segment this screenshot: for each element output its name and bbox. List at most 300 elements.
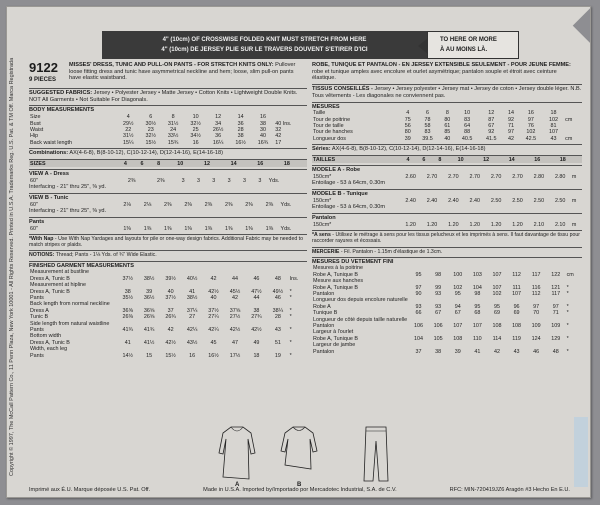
body-measure-value: 16 [192, 139, 199, 146]
view-b-yardage-value: 2⅜ [204, 201, 213, 208]
modele-a-metrage-value: 2.70 [512, 174, 523, 181]
fini-measure-label: Longueur de côté depuis taille naturelle [313, 316, 408, 323]
fini-measure-value: 93 [435, 291, 442, 298]
fini-measure-label: Robe A [313, 303, 331, 310]
finished-measure-unit: * [289, 307, 292, 314]
modele-a-metrage-value: 2.70 [448, 174, 459, 181]
mesures-value: 80 [444, 116, 451, 123]
finished-measure-value: 36⅝ [122, 307, 133, 314]
modele-b-metrage-label: 150cm* [313, 197, 332, 204]
body-measure-value: 33½ [167, 133, 179, 140]
finished-measure-value: 43 [274, 326, 281, 333]
fini-measure-unit: * [566, 291, 569, 298]
fini-measure-value: 107 [453, 323, 463, 330]
pants-yardage-label: 60" [30, 225, 38, 232]
body-measure-value: 32½ [145, 133, 156, 140]
mesures-value: 16 [527, 110, 534, 117]
body-measure-value: 16 [260, 114, 267, 121]
mesures-value: 83 [424, 129, 431, 136]
fr-fabrics-label: TISSUS CONSEILLÉS - [312, 86, 373, 93]
finished-measurements-table [29, 269, 307, 359]
sizes-header-size: 8 [157, 160, 161, 167]
nap-text: - Use With Nap Yardages and layouts for pile or one-way design fabrics. Additional Fabric may be needed to match stripes or plaids. [29, 235, 303, 249]
pantalon-metrage-value: 1.20 [490, 221, 502, 228]
modele-a-metrage-unit: m [571, 174, 577, 181]
fabrics-text: Jersey • Polyester Jersey • Matte Jersey • Cotton Knits • Lightweight Double Knits. NOT All Garments • Not Suitable For Diagonals. [29, 90, 298, 103]
finished-measure-value: 36⅝ [143, 307, 155, 314]
fini-measure-value: 117 [531, 271, 541, 278]
finished-measure-value: 47½ [251, 288, 262, 295]
rfc-note: RFC: MIN-720419JZ6 Aragón #3 Hecho En E.U. [449, 487, 570, 493]
fini-measure-label: Pantalon [313, 291, 335, 298]
fini-measure-value: 66 [415, 310, 422, 317]
body-measure-value: 32½ [190, 120, 201, 127]
pantalon-metrage-label: 150cm* [313, 221, 332, 228]
pants-illustration [359, 425, 393, 483]
finished-measure-value: 36½ [143, 294, 155, 301]
pattern-description: Pullover loose fitting dress and tunic have asymmetrical neckline and hem; loose, slim pull-on pants have elastic waistband. [69, 62, 296, 82]
fabrics-label: SUGGESTED FABRICS: [29, 90, 93, 96]
finished-title: FINISHED GARMENT MEASUREMENTS [29, 262, 135, 269]
body-measure-value: 40 [260, 133, 267, 140]
view-b-yardage-value: 2⅛ [123, 201, 131, 208]
view-b-yardage-value: 2⅜ [245, 201, 253, 208]
fini-measure-value: 108 [453, 335, 463, 342]
notions-text: Thread; Pants - 1⅛ Yds. of ¾" Wide Elastic. [55, 252, 157, 259]
finished-measure-value: 47 [231, 339, 238, 346]
modele-b-title: MODELE B - Tunique [312, 191, 368, 198]
pants-yardage-value: 1⅜ [143, 225, 152, 232]
fr-description: robe et tunique amples avec encolure et ourlet asymétrique; pantalon souple et étroit avec ceinture élastique. [312, 68, 557, 82]
fini-measure-value: 95 [415, 271, 422, 278]
tailles-header-size: 18 [559, 156, 566, 163]
finished-measure-value: 35½ [122, 294, 133, 301]
finished-measure-value: 27 [189, 314, 196, 321]
fini-measure-unit: * [566, 323, 569, 330]
mesures-value: 39.5 [422, 135, 433, 142]
body-measure-value: 12 [215, 114, 222, 121]
body-measure-value: 16¼ [212, 139, 224, 146]
fini-measure-unit: * [566, 335, 569, 342]
view-a-yardage-unit: Yds. [268, 177, 280, 184]
fini-measure-value: 119 [512, 335, 521, 342]
fini-measure-value: 122 [551, 271, 561, 278]
body-measure-label: Size [30, 114, 41, 121]
body-measure-row [29, 140, 307, 146]
finished-measure-label: Width, each leg [30, 346, 68, 353]
fini-measure-value: 129 [551, 335, 561, 342]
view-a-yardage-value: 3 [243, 177, 247, 184]
fini-measure-unit: * [566, 348, 569, 355]
finished-measure-label: Measurement at hipline [30, 282, 87, 289]
finished-measure-value: 37½ [122, 275, 133, 282]
fini-measure-value: 107 [492, 284, 502, 291]
series-text: AX(4-6-8), B(8-10-12), C(10-12-14), D(12-14-16), E(14-16-18) [331, 146, 486, 153]
pants-title: Pants [29, 218, 45, 225]
finished-measure-value: 46 [274, 294, 281, 301]
finished-measure-label: Dress A, Tunic B [30, 275, 70, 282]
to-here-en: TO HERE OR MORE [440, 37, 497, 43]
sizes-header-size: 14 [230, 160, 237, 167]
body-measure-value: 24 [170, 126, 177, 133]
mesures-value: 39 [404, 135, 411, 142]
finished-measure-value: 18 [253, 352, 260, 359]
body-measure-value: 22 [125, 126, 132, 133]
finished-measure-value: 26⅜ [122, 314, 133, 321]
modele-b-metrage-value: 2.50 [512, 197, 523, 204]
pattern-envelope-back [6, 6, 591, 498]
tailles-header [312, 157, 582, 163]
fini-measure-value: 93 [415, 303, 422, 310]
mesures-row [312, 136, 582, 142]
modele-b-metrage-value: 2.50 [490, 197, 502, 204]
finished-measure-value: 38½ [186, 294, 198, 301]
body-measure-value: 34½ [190, 133, 201, 140]
pants-yardage-value: 1⅜ [245, 225, 253, 232]
fini-measure-value: 105 [433, 335, 443, 342]
view-a-yardage-value: 3 [258, 177, 262, 184]
fini-measure-value: 107 [472, 323, 482, 330]
mesures-value: 85 [444, 129, 451, 136]
mesures-value: 92 [508, 116, 515, 123]
mesures-value: 42.5 [525, 135, 537, 142]
body-measure-value: 31½ [167, 120, 179, 127]
finished-measure-value: 16½ [208, 352, 219, 359]
mesures-value: 18 [550, 110, 557, 117]
fini-measure-value: 99 [435, 284, 442, 291]
fini-measure-unit: cm [566, 271, 574, 278]
mesures-title: MESURES [312, 103, 340, 110]
mesures-label: Tour de poitrine [313, 116, 351, 123]
view-b-yardage-value: 2⅜ [184, 201, 192, 208]
sizes-header-size: 6 [140, 160, 144, 167]
finished-measure-row [29, 353, 307, 359]
finished-measure-value: 37⅝ [229, 307, 241, 314]
tailles-header-size: 4 [406, 156, 410, 163]
view-a-yardage-value: 3 [212, 177, 216, 184]
french-column [312, 62, 582, 355]
fini-measure-value: 95 [474, 303, 481, 310]
mesures-value: 78 [424, 116, 431, 123]
body-measure-value: 36 [237, 120, 244, 127]
fini-measure-value: 43 [513, 348, 520, 355]
mercerie-text: - Fil. Pantalon - 1.15m d'élastique de 1.3cm. [340, 248, 443, 255]
body-measure-unit: 17 [275, 139, 282, 146]
pantalon-metrage [312, 222, 582, 228]
finished-measure-value: 38 [124, 288, 131, 295]
view-b-label: B [297, 482, 302, 488]
finished-measure-label: Dress A, Tunic B [30, 288, 70, 295]
blue-stain [574, 417, 588, 487]
body-measure-value: 14 [237, 114, 244, 121]
finished-measure-value: 15 [146, 352, 153, 359]
pants-yardage [29, 226, 307, 232]
fini-measure-value: 102 [492, 291, 502, 298]
finished-measure-label: Back length from normal neckline [30, 301, 110, 308]
view-b-drawing [279, 425, 319, 488]
body-measurements-title: BODY MEASUREMENTS [29, 107, 95, 114]
importer-note: Made in U.S.A. Imported by/Importado por Mercadotec Industrial, S.A. de C.V. [203, 487, 397, 493]
view-b-yardage-value: 2⅜ [164, 201, 172, 208]
finished-measure-label: Pants [30, 352, 44, 359]
finished-measure-unit: * [289, 339, 292, 346]
combinations-label: Combinations: [29, 150, 69, 157]
finished-measure-value: 38¼ [272, 307, 284, 314]
stretch-gauge-bar [102, 31, 427, 59]
fini-measure-value: 67 [435, 310, 442, 317]
body-measure-unit: 42 [275, 133, 282, 140]
mesures-value: 40 [444, 135, 451, 142]
body-measurements-table [29, 114, 307, 146]
body-measure-value: 16½ [235, 139, 246, 146]
mesures-label: Tour de hanches [313, 129, 353, 136]
fini-measure-label: Pantalon [313, 348, 335, 355]
finished-measure-value: 46 [253, 275, 260, 282]
view-a-yardage-value: 2⅜ [157, 177, 165, 184]
pantalon-metrage-row [312, 222, 582, 228]
fini-measure-value: 98 [435, 271, 442, 278]
body-measure-value: 10 [192, 114, 199, 121]
fini-measure-value: 95 [493, 303, 500, 310]
fini-measure-value: 46 [533, 348, 540, 355]
finished-measure-label: Side length from natural waistline [30, 320, 110, 327]
modele-b-metrage-value: 2.40 [448, 197, 459, 204]
sizes-header-pad [300, 161, 307, 167]
fini-measure-label: Robe A, Tunique B [313, 271, 358, 278]
fini-measure-label: Largeur de jambe [313, 342, 356, 349]
view-b-interfacing: Interfacing - 21" thru 25", ⅜ yd. [29, 208, 107, 215]
finished-measure-value: 40½ [186, 275, 198, 282]
pantalon-title: Pantalon [312, 214, 336, 221]
fini-measure-label: Pantalon [313, 323, 335, 330]
stretch-target-box [427, 31, 519, 59]
modele-a-metrage-label: 150cm* [313, 174, 332, 181]
finished-measure-value: 40 [167, 288, 174, 295]
fini-measure-unit: * [566, 303, 569, 310]
fini-measure-value: 108 [492, 323, 502, 330]
body-measure-value: 25 [192, 126, 199, 133]
fini-measure-value: 94 [454, 303, 461, 310]
finished-measure-value: 44 [231, 275, 238, 282]
finished-measure-value: 19 [274, 352, 281, 359]
fr-fabrics-text: Jersey • Jersey polyester • Jersey mat • Jersey de coton • Jersey double léger. N.B. Tous vêtements - Les diagonales ne conviennent pas. [312, 86, 582, 99]
finished-measure-value: 41¾ [143, 326, 155, 333]
body-measure-value: 15¼ [122, 139, 134, 146]
view-a-label: A [235, 482, 240, 488]
fini-measure-label: Robe A, Tunique B [313, 335, 358, 342]
fini-measure-label: Longueur dos depuis encolure naturelle [313, 297, 408, 304]
fr-title: ROBE, TUNIQUE ET PANTALON - EN JERSEY EXTENSIBLE SEULEMENT - POUR JEUNE FEMME: [312, 62, 571, 68]
finished-measure-value: 16 [189, 352, 196, 359]
mesures-value: 14 [508, 110, 515, 117]
view-a-yardage-value: 2⅜ [127, 177, 136, 184]
view-b-yardage-value: 2⅜ [224, 201, 233, 208]
mesures-value: 10 [464, 110, 471, 117]
fini-measure-value: 108 [512, 323, 522, 330]
finished-measure-label: Pants [30, 326, 44, 333]
sizes-header [29, 161, 307, 167]
body-measure-value: 4 [126, 114, 130, 121]
mesures-value: 92 [488, 129, 495, 136]
finished-measure-value: 41½ [143, 339, 155, 346]
pantalon-metrage-value: 1.20 [448, 221, 459, 228]
fini-measure-value: 110 [473, 335, 482, 342]
fini-measure-value: 112 [531, 291, 541, 298]
pantalon-metrage-value: 2.10 [533, 221, 545, 228]
finished-measure-value: 39 [146, 288, 153, 295]
finished-measure-value: 49½ [272, 288, 284, 295]
modele-a-metrage-value: 2.80 [554, 174, 566, 181]
fini-measure-value: 71 [552, 310, 559, 317]
view-a-yardage-label: 60" [30, 177, 38, 184]
finished-measure-value: 37 [167, 307, 174, 314]
nap-label: *With Nap [29, 235, 54, 242]
fini-measure-value: 102 [453, 284, 463, 291]
mesures-value: 58 [424, 123, 431, 130]
finished-measure-value: 45½ [229, 288, 241, 295]
mesures-value: 97 [527, 116, 534, 123]
mesures-value: 97 [508, 129, 515, 136]
tailles-header-size: 8 [438, 156, 442, 163]
fini-measure-value: 121 [551, 284, 561, 291]
fini-measure-value: 109 [551, 323, 561, 330]
body-measure-value: 15¾ [167, 139, 179, 146]
fini-measure-value: 38 [435, 348, 442, 355]
finished-measure-value: 28 [274, 314, 281, 321]
mesures-value: 6 [426, 110, 430, 117]
mesures-value: 88 [464, 129, 471, 136]
finished-measure-value: 42½ [251, 326, 262, 333]
mesures-value: 80 [404, 129, 411, 136]
body-measure-value: 38 [237, 133, 244, 140]
body-measure-value: 34 [215, 120, 222, 127]
fini-measure-value: 69 [513, 310, 520, 317]
tailles-header-pad [576, 157, 582, 163]
modele-b-entoilage: Entoilage - 53 à 64cm, 0.30m [312, 204, 386, 211]
pieces-count: 9 PIECES [29, 77, 57, 83]
finished-measure-unit: * [289, 314, 292, 321]
pattern-number: 9122 [29, 62, 58, 75]
finished-measure-value: 38 [253, 307, 260, 314]
body-measure-unit: 40 Ins. [275, 120, 292, 127]
tunic-b-illustration [279, 425, 319, 481]
finished-measure-value: 42¼ [186, 326, 198, 333]
fini-measure-value: 109 [531, 323, 541, 330]
pants-yardage-value: 1⅜ [164, 225, 172, 232]
mesures-label: Longueur dos [313, 135, 346, 142]
finished-measure-value: 37¼ [186, 307, 198, 314]
finished-measure-label: Measurement at bustline [30, 269, 90, 276]
modele-a-metrage-value: 2.70 [490, 174, 502, 181]
sizes-header-row [29, 161, 307, 167]
pantalon-metrage-value: 1.20 [405, 221, 416, 228]
fini-measure-label: Mesure aux hanches [313, 278, 364, 285]
finished-measure-value: 41 [124, 339, 131, 346]
finished-measure-unit: * [289, 288, 292, 295]
finished-measure-value: 37½ [165, 294, 176, 301]
fini-measure-value: 70 [533, 310, 540, 317]
body-measure-value: 38 [260, 120, 267, 127]
modele-b-metrage-value: 2.50 [533, 197, 545, 204]
finished-measure-value: 42 [167, 326, 174, 333]
mesures-value: 107 [549, 129, 559, 136]
mesures-value: 76 [527, 123, 534, 130]
body-measure-value: 23 [147, 126, 154, 133]
tailles-header-size: 16 [534, 156, 541, 163]
mesures-value: 61 [444, 123, 451, 130]
fini-measure-value: 98 [474, 291, 481, 298]
tailles-header-size: 14 [508, 156, 515, 163]
fini-measure-value: 90 [415, 291, 422, 298]
mesures-value: 67 [488, 123, 495, 130]
dress-a-illustration [217, 425, 257, 481]
tailles-header-size: 6 [422, 156, 426, 163]
fini-measure-row [312, 349, 582, 355]
mesures-value: 71 [508, 123, 515, 130]
stretch-line-fr: 4" (10cm) DE JERSEY PLIE SUR LE TRAVERS DOUVENT S'ETIRER D'ICI [161, 47, 368, 53]
fini-measure-value: 124 [531, 335, 541, 342]
finished-measure-value: 42 [231, 294, 238, 301]
fini-measure-value: 112 [512, 271, 521, 278]
fini-measure-value: 104 [472, 284, 482, 291]
fini-measure-label: Mesures à la poitrine [313, 265, 364, 272]
body-measure-value: 15½ [145, 139, 156, 146]
modele-a-title: MODELE A - Robe [312, 167, 361, 174]
fini-measure-value: 97 [552, 303, 559, 310]
body-measure-label: Bust [30, 120, 41, 127]
finished-measure-value: 51 [274, 339, 281, 346]
pants-yardage-value: 1⅜ [265, 225, 274, 232]
tailles-header-row [312, 157, 582, 163]
fini-measure-value: 93 [435, 303, 442, 310]
mesures-table [312, 110, 582, 142]
view-a-yardage-value: 3 [181, 177, 185, 184]
body-measure-value: 26½ [212, 126, 224, 133]
modele-b-metrage-value: 2.40 [426, 197, 438, 204]
combinations-text: AX(4-6-8), B(8-10-12), C(10-12-14), D(12-14-16), E(14-16-18) [69, 150, 223, 157]
bottom-legal-line [29, 487, 570, 493]
fini-measure-value: 104 [414, 335, 424, 342]
finished-measure-label: Dress A, Tunic B [30, 339, 70, 346]
mesures-value: 4 [406, 110, 410, 117]
finished-measure-value: 44 [253, 294, 260, 301]
finished-measure-value: 42¼ [208, 326, 219, 333]
finished-measure-value: 27¼ [208, 314, 219, 321]
pants-yardage-value: 1⅜ [184, 225, 192, 232]
fini-title: MESURES DU VETEMENT FINI [312, 258, 394, 265]
fini-measure-value: 100 [453, 271, 463, 278]
mesures-unit: cm [565, 135, 573, 142]
fini-measure-value: 114 [492, 335, 502, 342]
mesures-value: 8 [445, 110, 449, 117]
finished-measure-value: 38½ [143, 275, 155, 282]
sizes-header-label: SIZES [30, 160, 46, 167]
finished-measure-value: 45 [210, 339, 217, 346]
finished-measure-value: 42 [210, 275, 217, 282]
body-measure-value: 31½ [122, 133, 134, 140]
finished-measure-value: 42½ [165, 339, 176, 346]
view-a-interfacing: Interfacing - 21" thru 25", ⅜ yd. [29, 184, 107, 191]
modele-a-entoilage: Entoilage - 53 à 64cm, 0.30m [312, 180, 386, 187]
view-b-yardage-unit: Yds. [280, 201, 292, 208]
fini-measure-value: 69 [493, 310, 500, 317]
mesures-value: 41.5 [486, 135, 497, 142]
modele-a-metrage-value: 2.60 [405, 174, 416, 181]
tailles-header-size: 10 [457, 156, 464, 163]
body-measure-value: 29½ [122, 120, 134, 127]
pants-yardage-value: 1⅜ [204, 225, 213, 232]
finished-measure-unit: Ins. [289, 275, 299, 282]
